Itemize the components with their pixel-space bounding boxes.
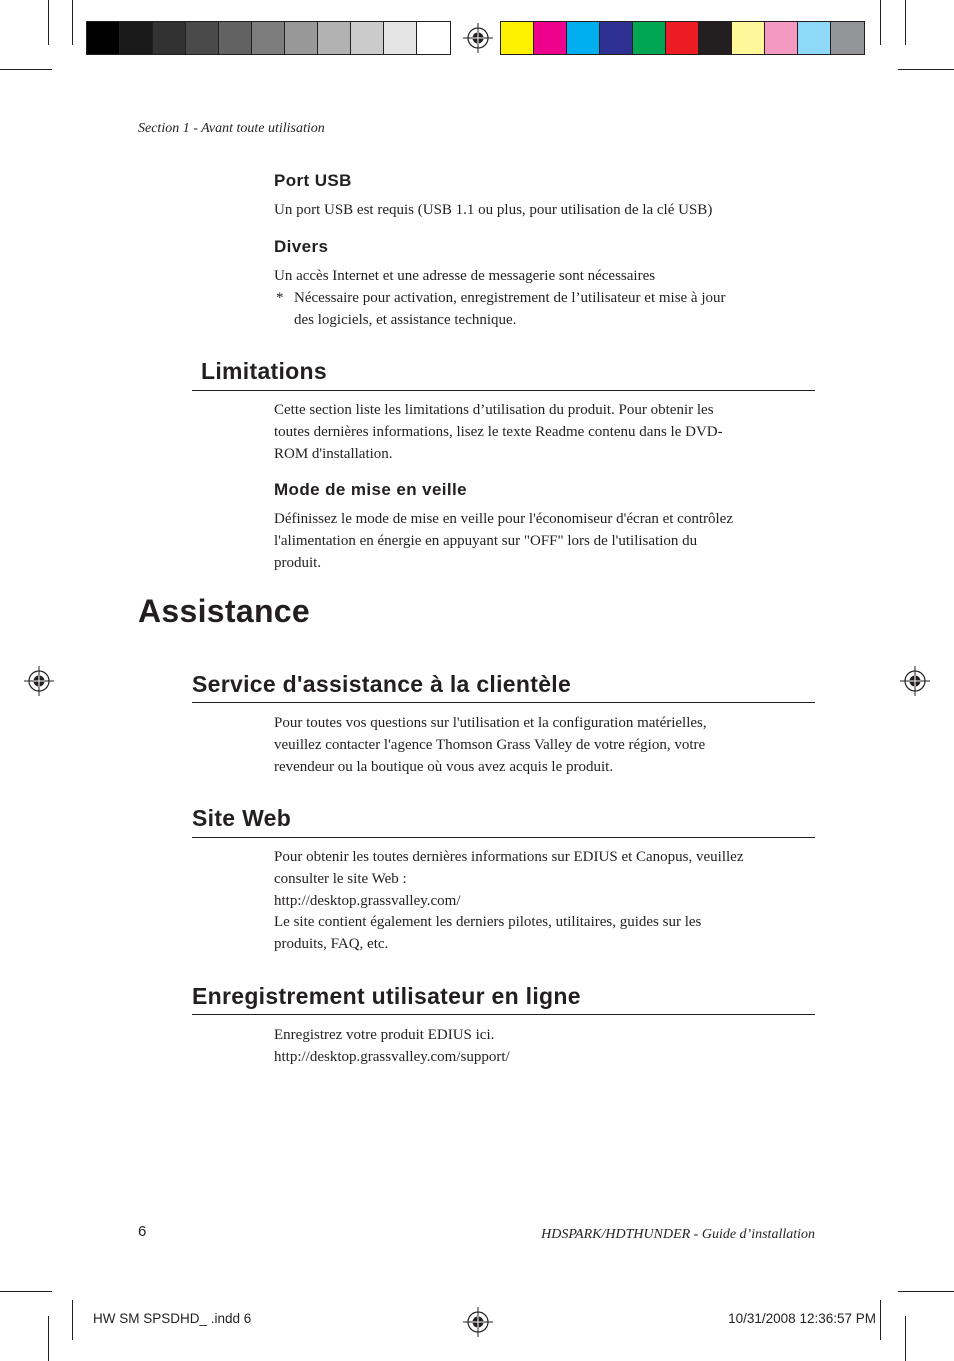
color-swatch [633,22,666,54]
color-swatch [87,22,120,54]
text-line: Enregistrez votre produit EDIUS ici. [274,1027,495,1043]
registration-mark-icon [900,666,930,696]
heading-site-web: Site Web [192,805,292,831]
paragraph-mode-veille [274,509,819,574]
heading-limitations: Limitations [201,358,327,384]
color-swatch [384,22,417,54]
slug-filename: HW SM SPSDHD_ .indd 6 [93,1311,252,1326]
color-swatch [186,22,219,54]
color-swatch [351,22,384,54]
text-line: Définissez le mode de mise en veille pour l'économiseur d'écran et contrôlez [274,511,733,527]
color-swatch [252,22,285,54]
crop-mark [0,69,52,70]
heading-divers: Divers [274,237,329,256]
text-line: Le site contient également les derniers pilotes, utilitaires, guides sur les [274,914,702,931]
support-link[interactable]: http://desktop.grassvalley.com/support/ [274,1048,510,1065]
running-header: Section 1 - Avant toute utilisation [138,121,325,136]
heading-service-assistance: Service d'assistance à la clientèle [192,671,572,697]
paragraph-site-web [274,847,819,956]
text-line: produit. [274,554,322,571]
paragraph-limitations [274,400,819,465]
process-color-bar [500,21,865,55]
paragraph-divers [274,266,819,288]
color-swatch [831,22,864,54]
text-line: l'alimentation en énergie en appuyant sur "OFF" lors de l'utilisation du [274,532,698,549]
paragraph-port-usb [274,200,819,222]
crop-mark [898,69,954,70]
crop-mark [880,1300,881,1340]
website-link[interactable]: http://desktop.grassvalley.com/ [274,892,461,909]
crop-mark [880,0,881,45]
crop-mark [48,1316,49,1361]
crop-mark [72,1300,73,1340]
footnote-divers [294,288,839,332]
color-swatch [600,22,633,54]
color-swatch [153,22,186,54]
text-line: produits, FAQ, etc. [274,936,389,953]
section-rule [192,1014,815,1015]
crop-mark [72,0,73,45]
color-swatch [534,22,567,54]
color-swatch [699,22,732,54]
heading-mode-veille: Mode de mise en veille [274,480,468,499]
color-swatch [120,22,153,54]
crop-mark [0,1291,52,1292]
text-line: Cette section liste les limitations d’utilisation du produit. Pour obtenir les [274,402,714,418]
section-rule [192,702,815,703]
text-line: Un accès Internet et une adresse de messagerie sont nécessaires [274,268,656,284]
paragraph-service-assistance [274,713,819,778]
heading-enregistrement: Enregistrement utilisateur en ligne [192,983,581,1009]
color-swatch [285,22,318,54]
heading-port-usb: Port USB [274,171,352,190]
section-rule [192,837,815,838]
text-line: Pour toutes vos questions sur l'utilisation et la configuration matérielles, [274,715,707,731]
running-footer: HDSPARK/HDTHUNDER - Guide d’installation [541,1227,815,1242]
color-swatch [732,22,765,54]
color-swatch [318,22,351,54]
text-line: revendeur ou la boutique où vous avez acquis le produit. [274,758,614,775]
registration-mark-icon [463,23,493,53]
crop-mark [905,1316,906,1361]
crop-mark [48,0,49,45]
slug-timestamp: 10/31/2008 12:36:57 PM [728,1311,876,1326]
color-swatch [417,22,450,54]
paragraph-enregistrement [274,1025,819,1069]
footnote-mark: * [276,290,284,306]
color-swatch [666,22,699,54]
color-swatch [219,22,252,54]
section-rule [192,390,815,391]
registration-mark-icon [24,666,54,696]
text-line: Nécessaire pour activation, enregistrement de l’utilisateur et mise à jour [294,290,726,306]
text-line: des logiciels, et assistance technique. [294,311,517,328]
page-number: 6 [138,1223,147,1240]
text-line: toutes dernières informations, lisez le texte Readme contenu dans le DVD- [274,423,723,440]
text-line: Un port USB est requis (USB 1.1 ou plus, pour utilisation de la clé USB) [274,202,713,218]
registration-mark-icon [463,1307,493,1337]
color-swatch [501,22,534,54]
color-swatch [567,22,600,54]
crop-mark [898,1291,954,1292]
grayscale-color-bar [86,21,451,55]
chapter-title-assistance: Assistance [138,593,310,629]
text-line: Pour obtenir les toutes dernières informations sur EDIUS et Canopus, veuillez [274,849,744,865]
color-swatch [798,22,831,54]
crop-mark [905,0,906,45]
text-line: veuillez contacter l'agence Thomson Grass Valley de votre région, votre [274,736,706,753]
color-swatch [765,22,798,54]
text-line: ROM d'installation. [274,445,393,462]
text-line: consulter le site Web : [274,870,407,887]
